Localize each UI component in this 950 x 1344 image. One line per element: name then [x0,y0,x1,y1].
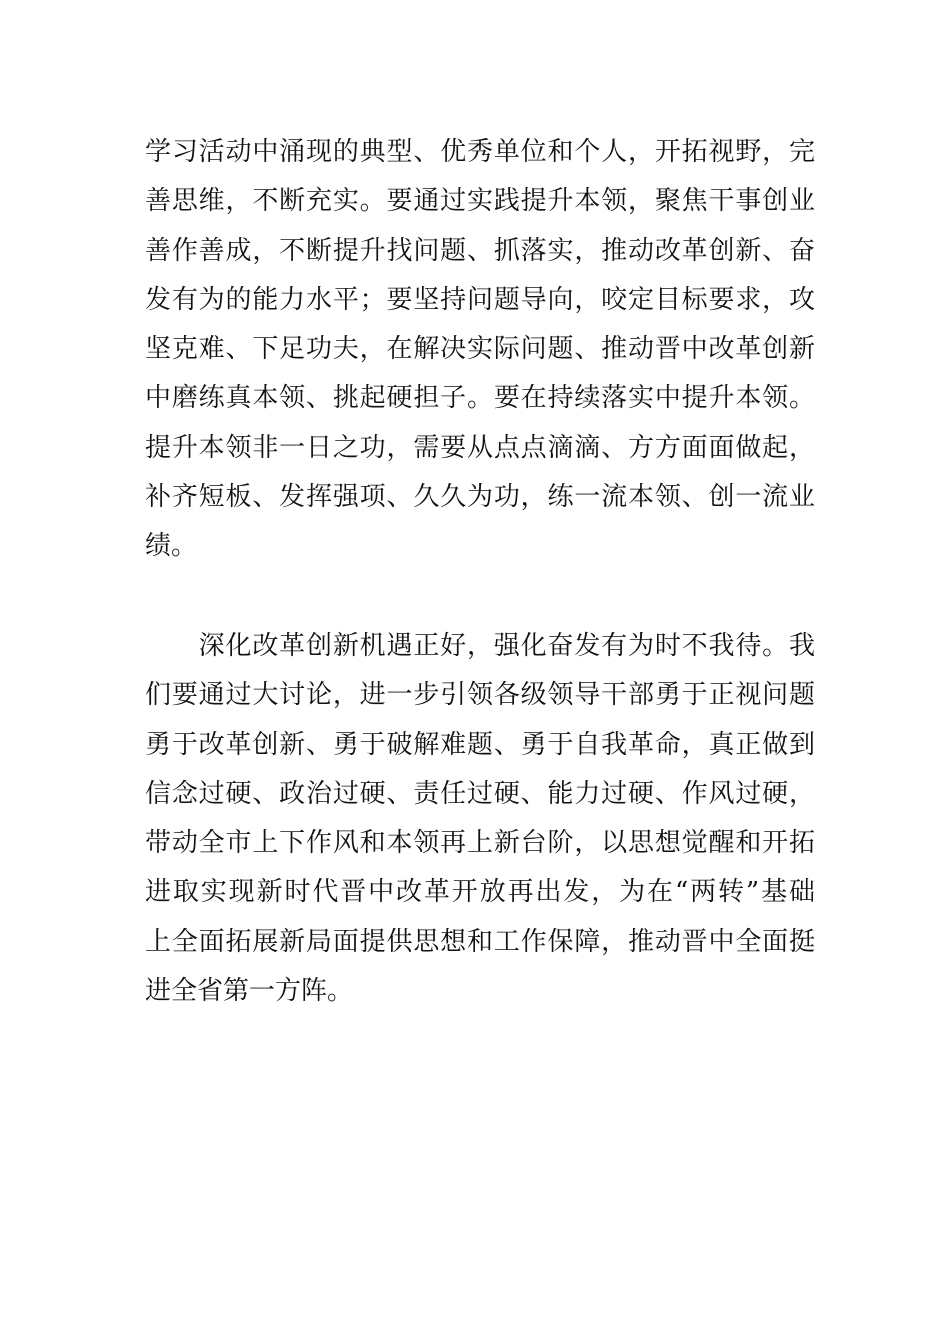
text-line: 坚克难、下足功夫，在解决实际问题、推动晋中改革创新 [145,334,815,365]
text-line: 带动全市上下作风和本领再上新台阶，以思想觉醒和开拓 [145,828,815,859]
text-line: 补齐短板、发挥强项、久久为功，练一流本领、创一流业 [145,482,815,513]
text-line: 学习活动中涌现的典型、优秀单位和个人，开拓视野，完 [145,137,815,167]
text-line: 善作善成，不断提升找问题、抓落实，推动改革创新、奋 [145,235,815,266]
text-line: 中磨练真本领、挑起硬担子。要在持续落实中提升本领。 [145,383,815,414]
text-line: 信念过硬、政治过硬、责任过硬、能力过硬、作风过硬， [145,778,815,809]
text-line: 发有为的能力水平；要坚持问题导向，咬定目标要求，攻 [145,284,815,315]
text-line: 提升本领非一日之功，需要从点点滴滴、方方面面做起， [145,432,815,463]
text-line: 进全省第一方阵。 [145,976,354,1007]
text-line: 们要通过大讨论，进一步引领各级领导干部勇于正视问题 [145,680,815,711]
paragraph-1 [145,128,815,572]
text-line: 善思维，不断充实。要通过实践提升本领，聚焦干事创业 [145,186,815,217]
paragraph-2 [145,622,815,1016]
text-line: 勇于改革创新、勇于破解难题、勇于自我革命，真正做到 [145,729,815,760]
text-line: 绩。 [145,531,198,562]
text-line: 深化改革创新机遇正好，强化奋发有为时不我待。我 [145,631,815,661]
text-line: 进取实现新时代晋中改革开放再出发，为在“两转”基础 [145,877,815,908]
text-line: 上全面拓展新局面提供思想和工作保障，推动晋中全面挺 [145,926,815,957]
